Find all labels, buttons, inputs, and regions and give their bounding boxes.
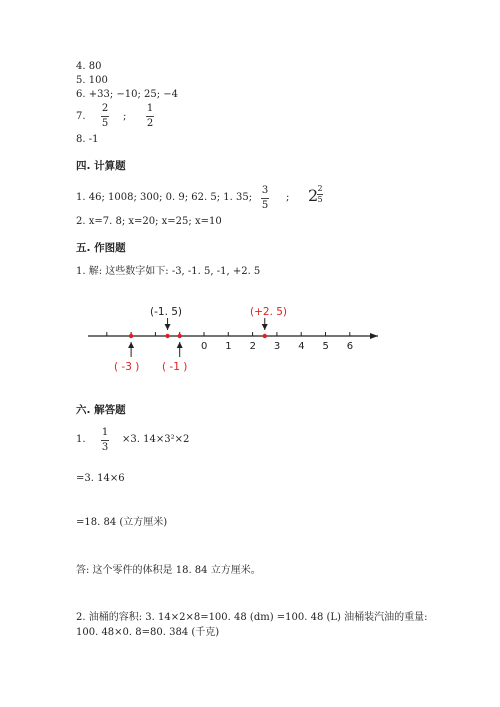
mixed-number-whole: 2 bbox=[308, 186, 319, 205]
question-1-prefix: 1. bbox=[76, 434, 86, 445]
question-2-line-2: 100. 48×0. 8=80. 384 (千克) bbox=[76, 627, 220, 638]
answer-7-separator: ; bbox=[123, 111, 127, 122]
tick-marks bbox=[107, 332, 350, 336]
pointer-arrow-icon bbox=[262, 318, 268, 330]
answer-6: 6. +33; −10; 25; −4 bbox=[76, 89, 179, 100]
marked-point bbox=[263, 334, 267, 338]
answer-7-prefix: 7. bbox=[76, 111, 86, 122]
section-4-separator: ; bbox=[286, 192, 290, 203]
pointer-arrow-icon bbox=[177, 342, 183, 357]
pointer-arrows bbox=[128, 318, 268, 357]
fraction-bar bbox=[146, 116, 154, 117]
label-neg-1-5: (-1. 5) bbox=[150, 306, 183, 318]
question-2-line-1: 2. 油桶的容积: 3. 14×2×8=100. 48 (dm) =100. 48 (L) 油桶装汽油的重量: bbox=[76, 612, 428, 623]
section-5-line-1: 1. 解: 这些数字如下: -3, -1. 5, -1, +2. 5 bbox=[76, 266, 261, 277]
answer-7-fraction-2 bbox=[146, 104, 154, 129]
fraction-bar bbox=[261, 198, 269, 199]
fraction-bar bbox=[101, 440, 109, 441]
tick-label: 1 bbox=[225, 341, 232, 352]
arrow-head-icon bbox=[370, 333, 378, 339]
number-line-figure bbox=[0, 298, 500, 388]
pointer-arrow-icon bbox=[128, 342, 134, 357]
label-neg-1: ( -1 ) bbox=[162, 361, 188, 373]
tick-label: 5 bbox=[322, 341, 329, 352]
denominator: 2 bbox=[146, 118, 154, 129]
denominator: 5 bbox=[261, 200, 269, 211]
marked-point bbox=[129, 334, 133, 338]
question-1-fraction bbox=[101, 428, 109, 453]
question-1-expression: ×3. 14×3²×2 bbox=[122, 434, 190, 445]
answer-8: 8. -1 bbox=[76, 134, 99, 145]
numerator: 1 bbox=[146, 103, 154, 114]
label-pos-2-5: (+2. 5) bbox=[250, 306, 288, 318]
marked-point bbox=[178, 334, 182, 338]
section-4-heading: 四. 计算题 bbox=[76, 160, 126, 172]
tick-label: 2 bbox=[249, 341, 256, 352]
answer-7-fraction-1 bbox=[101, 104, 109, 129]
question-1-step-2: =3. 14×6 bbox=[76, 473, 125, 484]
answer-5: 5. 100 bbox=[76, 75, 108, 86]
tick-label: 4 bbox=[298, 341, 305, 352]
denominator: 3 bbox=[101, 442, 109, 453]
answer-4: 4. 80 bbox=[76, 61, 102, 72]
fraction-bar bbox=[101, 116, 109, 117]
tick-labels bbox=[201, 341, 353, 352]
denominator: 5 bbox=[317, 195, 323, 204]
section-5-heading: 五. 作图题 bbox=[76, 242, 126, 254]
section-4-line-1: 1. 46; 1008; 300; 0. 9; 62. 5; 1. 35; bbox=[76, 192, 253, 203]
section-4-line-2: 2. x=7. 8; x=20; x=25; x=10 bbox=[76, 216, 222, 227]
section-4-fraction bbox=[261, 186, 269, 211]
section-6-heading: 六. 解答题 bbox=[76, 404, 126, 416]
question-1-answer: 答: 这个零件的体积是 18. 84 立方厘米。 bbox=[76, 565, 261, 576]
question-1-step-3: =18. 84 (立方厘米) bbox=[76, 517, 168, 528]
mixed-number-fraction bbox=[317, 185, 323, 204]
tick-label: 0 bbox=[201, 341, 208, 352]
label-neg-3: ( -3 ) bbox=[114, 361, 140, 373]
numerator: 3 bbox=[261, 185, 269, 196]
denominator: 5 bbox=[101, 118, 109, 129]
tick-label: 6 bbox=[346, 341, 354, 352]
tick-label: 3 bbox=[273, 341, 281, 352]
pointer-arrow-icon bbox=[165, 318, 171, 330]
numerator: 1 bbox=[101, 427, 109, 438]
numerator: 2 bbox=[101, 103, 109, 114]
marked-point bbox=[165, 334, 169, 338]
numerator: 2 bbox=[317, 184, 323, 193]
